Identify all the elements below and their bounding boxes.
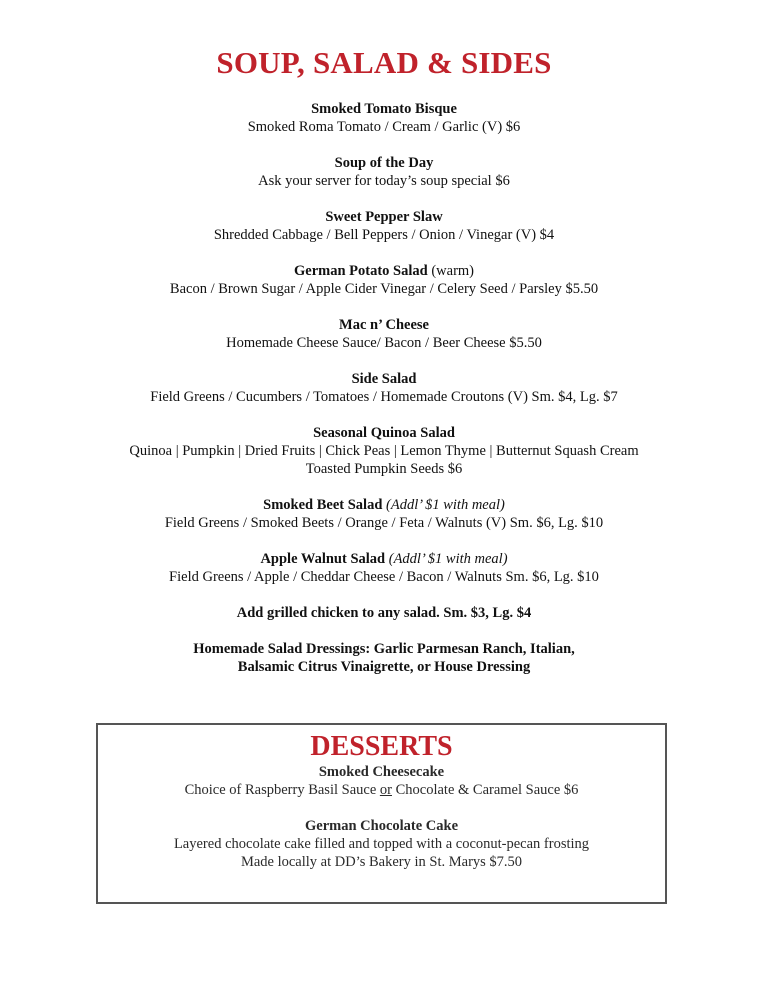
item-name: Smoked Tomato Bisque [311, 101, 457, 117]
menu-item-side-salad [0, 370, 768, 406]
item-description: Layered chocolate cake filled and topped with a coconut-pecan frosting [173, 836, 590, 852]
item-name: German Chocolate Cake [304, 818, 459, 834]
menu-item-apple-walnut-salad [0, 550, 768, 586]
menu-item-mac-n-cheese [0, 316, 768, 352]
menu-item-german-potato-salad [0, 262, 768, 298]
desc-text: Chocolate & Caramel Sauce $6 [391, 782, 579, 798]
item-name: Soup of the Day [334, 155, 434, 171]
item-description: Field Greens / Smoked Beets / Orange / Feta / Walnuts (V) Sm. $6, Lg. $10 [164, 515, 604, 531]
item-description: Toasted Pumpkin Seeds $6 [305, 461, 463, 477]
item-description: Ask your server for today’s soup special $6 [258, 173, 510, 189]
item-name: Side Salad [351, 371, 417, 387]
menu-item-sweet-pepper-slaw [0, 208, 768, 244]
item-description: Quinoa | Pumpkin | Dried Fruits | Chick Peas | Lemon Thyme | Butternut Squash Cream [129, 443, 639, 459]
desserts-title: DESSERTS [310, 731, 453, 762]
desserts-box [96, 723, 667, 904]
dessert-item-german-chocolate-cake [98, 817, 665, 871]
desc-text: Choice of Raspberry Basil Sauce [184, 782, 380, 798]
dressings-note-line-1: Homemade Salad Dressings: Garlic Parmesan Ranch, Italian, [193, 641, 575, 657]
menu-item-soup-of-the-day [0, 154, 768, 190]
desc-underlined-text: or [379, 782, 392, 798]
item-name-line [0, 550, 768, 568]
item-name-line [0, 496, 768, 514]
item-name: Smoked Cheesecake [318, 764, 445, 780]
item-name: Smoked Beet Salad [263, 497, 383, 513]
item-description: Made locally at DD’s Bakery in St. Marys $7.50 [240, 854, 523, 870]
dessert-item-smoked-cheesecake [98, 763, 665, 799]
item-description: Bacon / Brown Sugar / Apple Cider Vinegar / Celery Seed / Parsley $5.50 [169, 281, 599, 297]
item-name: Mac n’ Cheese [339, 317, 429, 333]
menu-item-smoked-beet-salad [0, 496, 768, 532]
item-description [98, 781, 665, 799]
item-name-line [0, 262, 768, 280]
item-description: Shredded Cabbage / Bell Peppers / Onion / Vinegar (V) $4 [213, 227, 555, 243]
item-description: Field Greens / Apple / Cheddar Cheese / Bacon / Walnuts Sm. $6, Lg. $10 [169, 569, 599, 585]
item-note: (Addl’ $1 with meal) [385, 551, 508, 567]
menu-item-smoked-tomato-bisque [0, 100, 768, 136]
item-name: Sweet Pepper Slaw [325, 209, 443, 225]
item-note: (Addl’ $1 with meal) [382, 497, 505, 513]
item-name: Apple Walnut Salad [260, 551, 386, 567]
sides-menu-list [0, 100, 768, 676]
item-name: German Potato Salad [293, 263, 428, 279]
item-name: Seasonal Quinoa Salad [313, 425, 455, 441]
page-title: SOUP, SALAD & SIDES [216, 45, 552, 80]
item-note: (warm) [427, 263, 474, 279]
grilled-chicken-note: Add grilled chicken to any salad. Sm. $3, Lg. $4 [236, 605, 532, 621]
menu-item-seasonal-quinoa-salad [0, 424, 768, 478]
item-description: Homemade Cheese Sauce/ Bacon / Beer Cheese $5.50 [226, 335, 542, 351]
item-description: Smoked Roma Tomato / Cream / Garlic (V) $6 [247, 119, 521, 135]
item-description: Field Greens / Cucumbers / Tomatoes / Homemade Croutons (V) Sm. $4, Lg. $7 [150, 389, 618, 405]
dressings-note-line-2: Balsamic Citrus Vinaigrette, or House Dressing [237, 659, 531, 675]
